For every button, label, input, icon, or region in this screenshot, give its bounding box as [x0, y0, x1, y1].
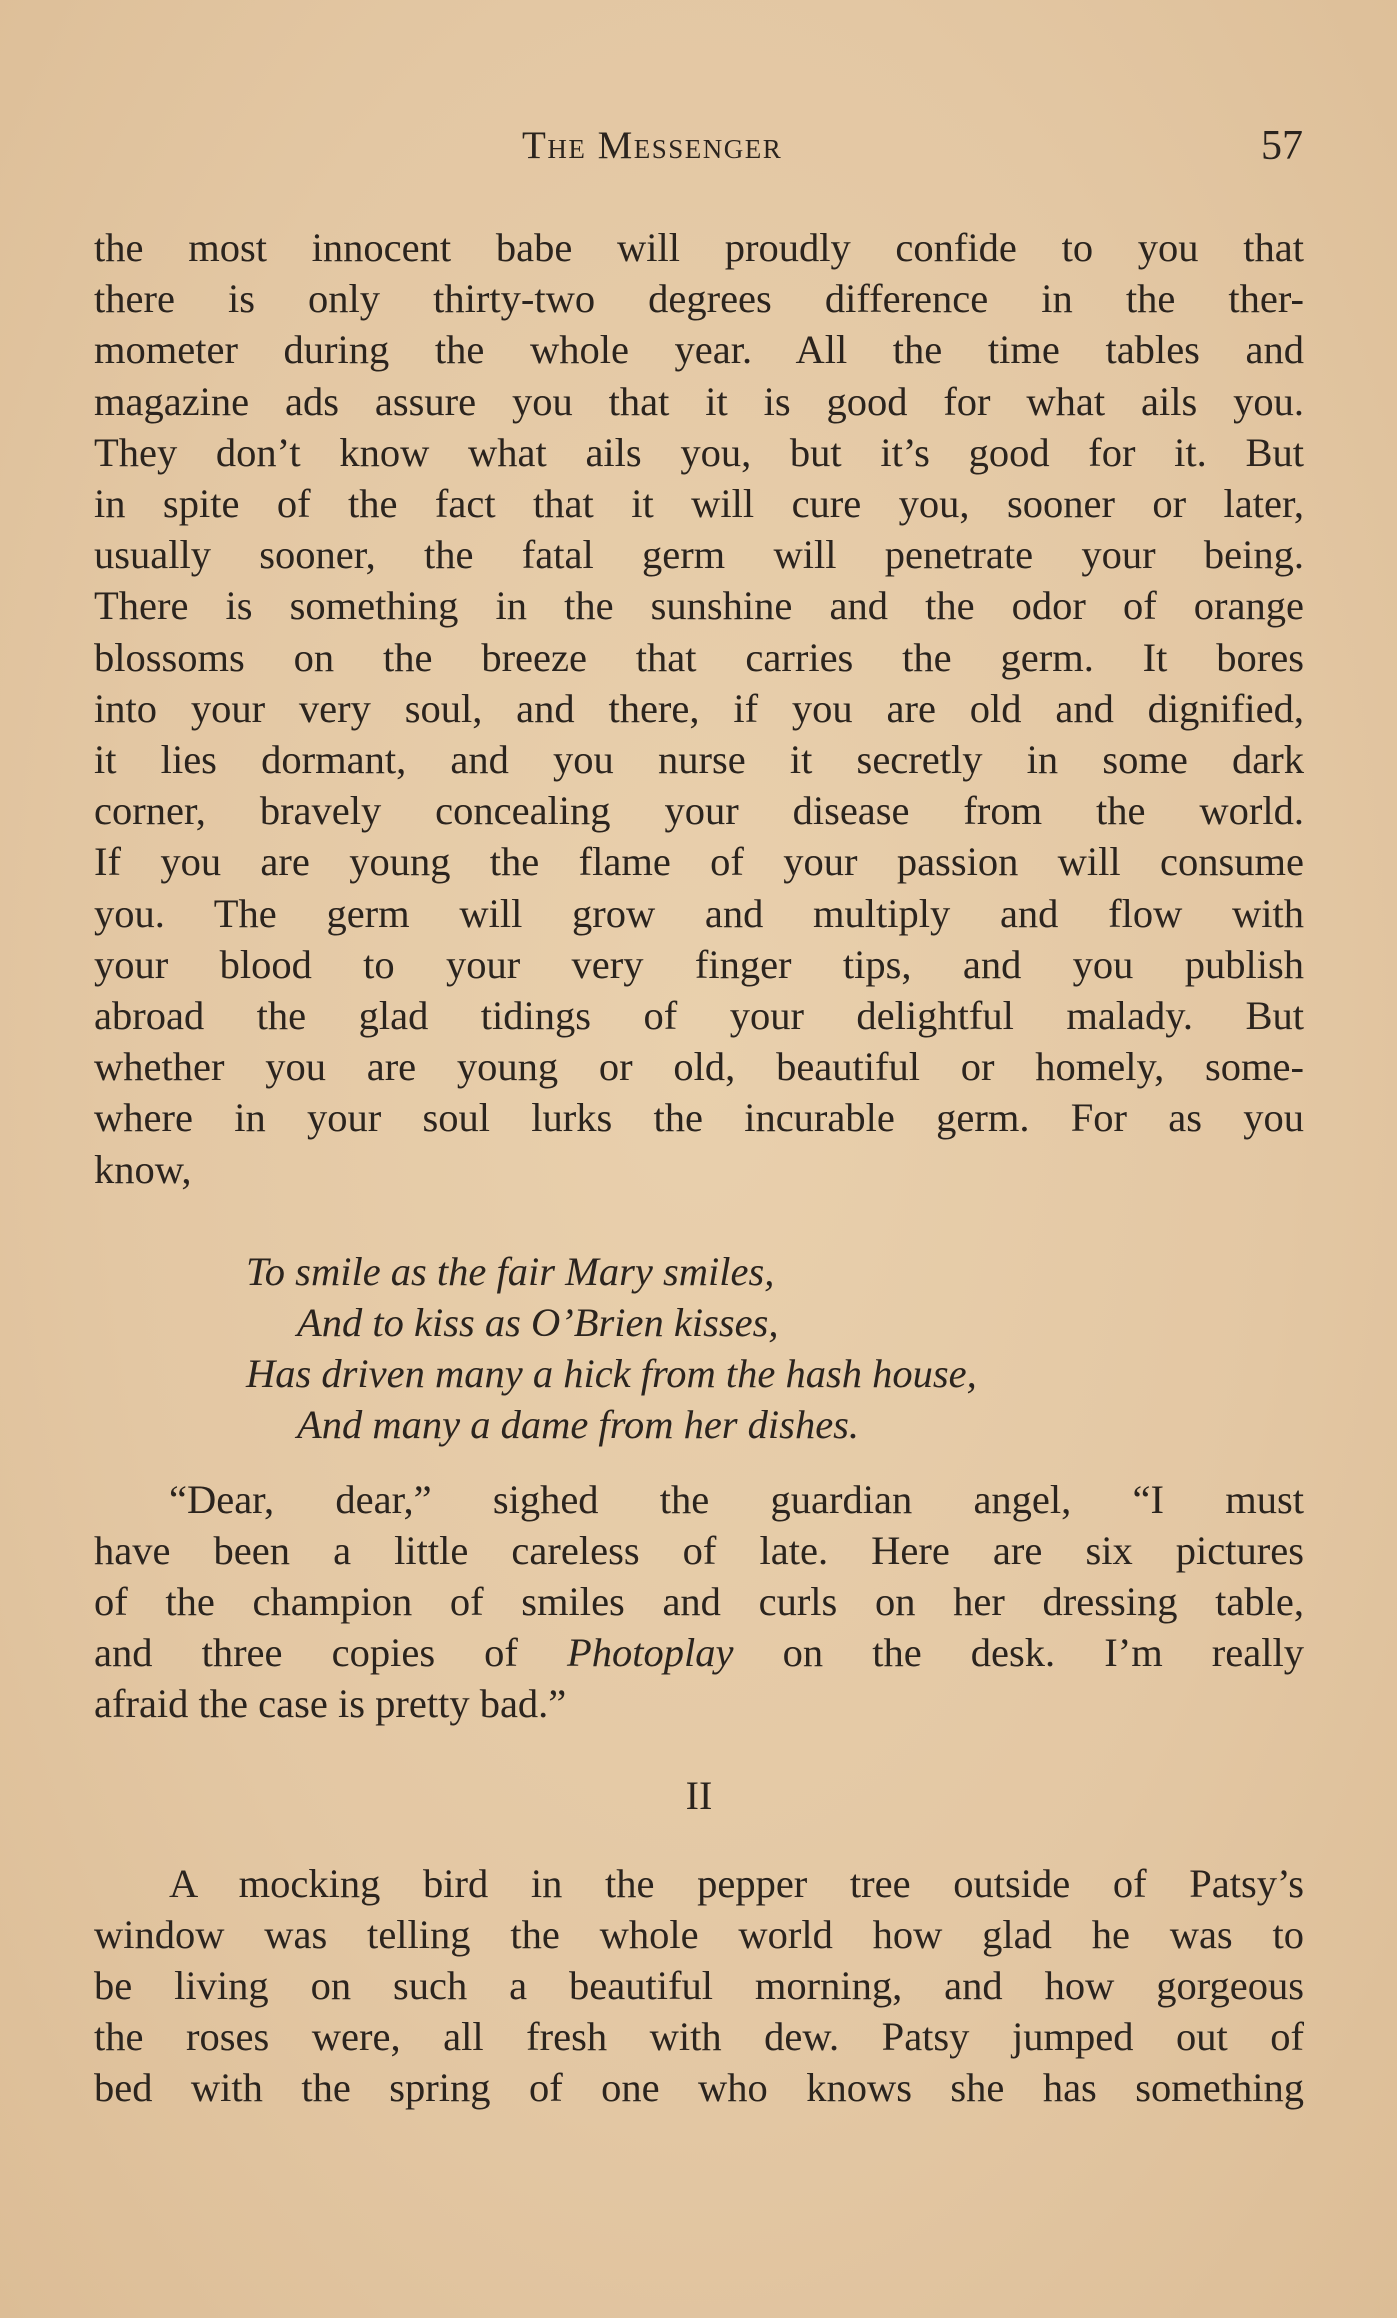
page-number: 57	[1261, 123, 1303, 169]
text-line: it lies dormant, and you nurse it secretly in some dark	[94, 737, 1304, 783]
text-line: you. The germ will grow and multiply and flow with	[94, 890, 1304, 936]
magazine-title: Photoplay	[567, 1630, 734, 1676]
text-line: bed with the spring of one who knows she has something	[94, 2065, 1304, 2111]
text-block	[94, 222, 1304, 2114]
text-line: there is only thirty-two degrees difference in the ther-	[94, 276, 1304, 322]
text-line: If you are young the flame of your passion will consume	[94, 839, 1304, 885]
text-line: know,	[94, 1146, 192, 1192]
verse-line: And many a dame from her dishes.	[297, 1402, 860, 1448]
verse-line: Has driven many a hick from the hash house,	[246, 1351, 977, 1397]
text-line: whether you are young or old, beautiful or homely, some-	[94, 1044, 1304, 1090]
text-line: the roses were, all fresh with dew. Patsy jumped out of	[94, 2014, 1304, 2060]
text-line: magazine ads assure you that it is good for what ails you.	[94, 378, 1304, 424]
text-line: the most innocent babe will proudly confide to you that	[94, 225, 1304, 270]
verse-line: And to kiss as O’Brien kisses,	[297, 1300, 779, 1346]
verse-line: To smile as the fair Mary smiles,	[246, 1248, 775, 1294]
running-title: The Messenger	[522, 124, 783, 167]
text-line: in spite of the fact that it will cure you, sooner or later,	[94, 481, 1304, 527]
paragraph-2	[94, 1474, 1304, 1730]
running-head	[0, 118, 1397, 174]
text-line: “Dear, dear,” sighed the guardian angel, “I must	[169, 1476, 1304, 1522]
text-line: corner, bravely concealing your disease from the world.	[94, 788, 1304, 834]
text-line: have been a little careless of late. Here are six pictures	[94, 1527, 1304, 1573]
text-run: on the desk. I’m really	[733, 1630, 1304, 1676]
text-line: mometer during the whole year. All the time tables and	[94, 327, 1304, 373]
text-line: afraid the case is pretty bad.”	[94, 1681, 567, 1727]
verse-stanza	[94, 1246, 1304, 1451]
text-line: blossoms on the breeze that carries the germ. It bores	[94, 634, 1304, 680]
text-line: window was telling the whole world how glad he was to	[94, 1911, 1304, 1957]
text-line: your blood to your very finger tips, and you publish	[94, 941, 1304, 987]
text-run: and three copies of	[94, 1630, 568, 1676]
text-line: usually sooner, the fatal germ will penetrate your being.	[94, 532, 1304, 578]
text-line: A mocking bird in the pepper tree outside of Patsy’s	[169, 1860, 1304, 1906]
text-line: They don’t know what ails you, but it’s good for it. But	[94, 429, 1304, 475]
text-line: be living on such a beautiful morning, and how gorgeous	[94, 1963, 1304, 2009]
section-number: II	[685, 1772, 713, 1818]
paragraph-3	[94, 1858, 1304, 2114]
text-line: where in your soul lurks the incurable germ. For as you	[94, 1095, 1304, 1141]
text-line: of the champion of smiles and curls on her dressing table,	[94, 1579, 1304, 1625]
text-line: into your very soul, and there, if you are old and dignified,	[94, 685, 1304, 731]
text-line: There is something in the sunshine and the odor of orange	[94, 583, 1304, 629]
paragraph-1	[94, 222, 1304, 1195]
text-line	[94, 1627, 1304, 1678]
text-line: abroad the glad tidings of your delightful malady. But	[94, 993, 1304, 1039]
